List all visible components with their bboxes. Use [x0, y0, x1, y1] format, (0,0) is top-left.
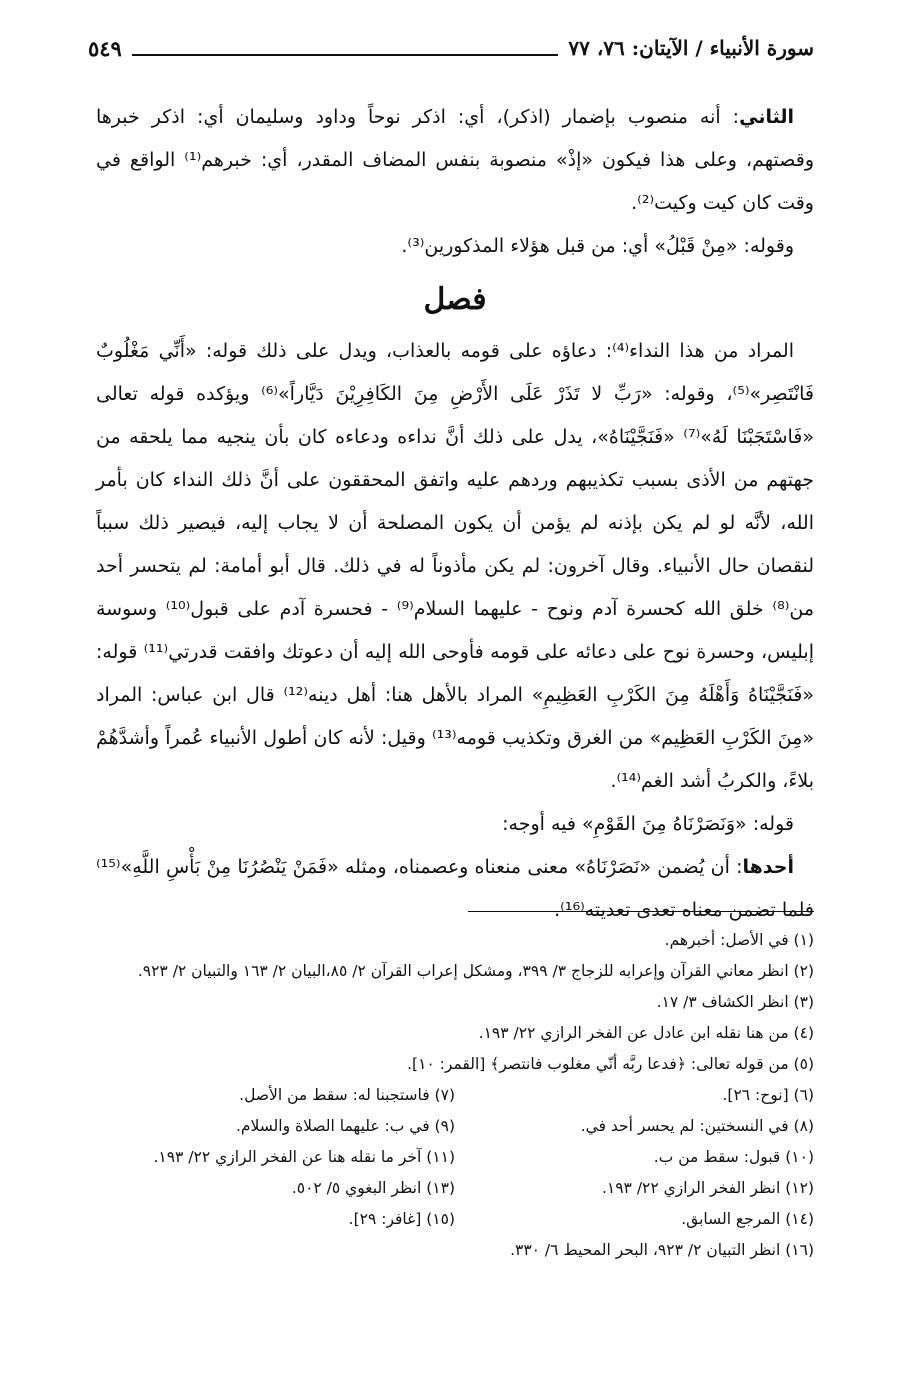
footnote-8: (٨) في النسختين: لم يحسر أحد في. — [580, 1117, 814, 1135]
footnote-row — [96, 1173, 814, 1204]
footnote-row — [96, 1142, 814, 1173]
paragraph-nasarnahu: قوله: «وَنَصَرْنَاهُ مِنَ القَوْمِ» فيه أوجه: — [502, 813, 794, 835]
footnote-row — [96, 1111, 814, 1142]
footnote-row — [96, 1204, 814, 1235]
footnote-11: (١١) آخر ما نقله هنا عن الفخر الرازي ٢٢/ ١٩٣. — [153, 1148, 455, 1166]
header-rule — [132, 54, 559, 56]
footnote-4: (٤) من هنا نقله ابن عادل عن الفخر الرازي ٢٢/ ١٩٣. — [478, 1024, 814, 1042]
paragraph-label: الثاني — [739, 106, 794, 128]
footnote-row — [96, 1080, 814, 1111]
footnotes — [96, 925, 814, 1266]
footnote-15: (١٥) [غافر: ٢٩]. — [348, 1210, 455, 1228]
footnote-1: (١) في الأصل: أخبرهم. — [664, 931, 814, 949]
footnote-6: (٦) [نوح: ٢٦]. — [722, 1086, 814, 1104]
paragraph-label: أحدها — [742, 856, 794, 878]
footnote-separator — [468, 911, 814, 912]
footnote-12: (١٢) انظر الفخر الرازي ٢٢/ ١٩٣. — [601, 1179, 814, 1197]
page-number: ٥٤٩ — [88, 35, 122, 61]
footnote-13: (١٣) انظر البغوي ٥/ ٥٠٢. — [291, 1179, 455, 1197]
paragraph-min-qabl: وقوله: «مِنْ قَبْلُ» أي: من قبل هؤلاء المذكورين⁽³⁾. — [401, 235, 794, 257]
paragraph-second-view — [96, 96, 814, 225]
footnote-14: (١٤) المرجع السابق. — [681, 1210, 814, 1228]
main-text — [96, 96, 814, 932]
paragraph-text: : أن يُضمن «نَصَرْنَاهُ» معنى منعناه وعصمناه، ومثله «فَمَنْ يَنْصُرُنَا مِنْ بَأْسِ اللَّهِ»⁽¹⁵⁾ فلما تضمن معناه تعدى تعديته⁽¹⁶⁾. — [96, 856, 814, 921]
footnote-16: (١٦) انظر التبيان ٢/ ٩٢٣، البحر المحيط ٦/ ٣٣٠. — [510, 1241, 814, 1259]
paragraph-nida: المراد من هذا النداء⁽⁴⁾: دعاؤه على قومه بالعذاب، ويدل على ذلك قوله: «أَنِّي مَغْلُوبٌ فَانْتَصِر»⁽⁵⁾، وقوله: «رَبِّ لا تَذَرْ عَلَى الأَرْضِ مِنَ الكَافِرِيْنَ دَيَّاراً»⁽⁶⁾ ويؤكده قوله تعالى «فَاسْتَجَبْنَا لَهُ»⁽⁷⁾ «فَنَجَّيْنَاهُ»، يدل على ذلك أنَّ نداءه ودعاءه كان بأن ينجيه مما يلحقه من جهتهم من الأذى بسبب تكذيبهم وردهم عليه واتفق المحققون على أنَّ ذلك النداء كان بأمر الله، لأنَّه لو لم يكن بإذنه لم يؤمن أن يكون المصلحة أن لا يجاب إليه، فيصير ذلك سبباً لنقصان حال الأنبياء. وقال آخرون: لم يكن مأذوناً له في ذلك. قال أبو أمامة: لم يتحسر أحد من⁽⁸⁾ خلق الله كحسرة آدم ونوح - عليهما السلام⁽⁹⁾ - فحسرة آدم على قبول⁽¹⁰⁾ وسوسة إبليس، وحسرة نوح على دعائه على قومه فأوحى الله إليه أن دعوتك وافقت قدرتي⁽¹¹⁾ قوله: «فَنَجَّيْنَاهُ وَأَهْلَهُ مِنَ الكَرْبِ العَظِيمِ» المراد بالأهل هنا: أهل دينه⁽¹²⁾ قال ابن عباس: المراد «مِنَ الكَرْبِ العَظِيم» من الغرق وتكذيب قومه⁽¹³⁾ وقيل: لأنه كان أطول الأنبياء عُمراً وأشدَّهُمْ بلاءً، والكربُ أشد الغم⁽¹⁴⁾. — [96, 340, 815, 792]
paragraph-first-view — [96, 846, 814, 932]
footnote-9: (٩) في ب: عليهما الصلاة والسلام. — [235, 1117, 455, 1135]
footnote-7: (٧) فاستجبنا له: سقط من الأصل. — [239, 1086, 455, 1104]
footnote-3: (٣) انظر الكشاف ٣/ ١٧. — [656, 993, 814, 1011]
footnote-5: (٥) من قوله تعالى: ﴿فدعا ربَّه أنّي مغلوب فانتصر﴾ [القمر: ١٠]. — [407, 1055, 814, 1073]
section-heading: فصل — [423, 282, 487, 317]
running-header — [88, 30, 814, 66]
header-title: سورة الأنبياء / الآيتان: ٧٦، ٧٧ — [568, 36, 814, 60]
paragraph-text: : أنه منصوب بإضمار (اذكر)، أي: اذكر نوحاً وداود وسليمان أي: اذكر خبرها وقصتهم، وعلى هذا فيكون «إذْ» منصوبة بنفس المضاف المقدر، أي: خبرهم⁽¹⁾ الواقع في وقت كان كيت وكيت⁽²⁾. — [96, 106, 814, 214]
footnote-2: (٢) انظر معاني القرآن وإعرابه للزجاج ٣/ ٣٩٩، ومشكل إعراب القرآن ٢/ ٨٥،البيان ٢/ ١٦٣ والتبيان ٢/ ٩٢٣. — [137, 962, 814, 980]
footnote-10: (١٠) قبول: سقط من ب. — [653, 1148, 814, 1166]
